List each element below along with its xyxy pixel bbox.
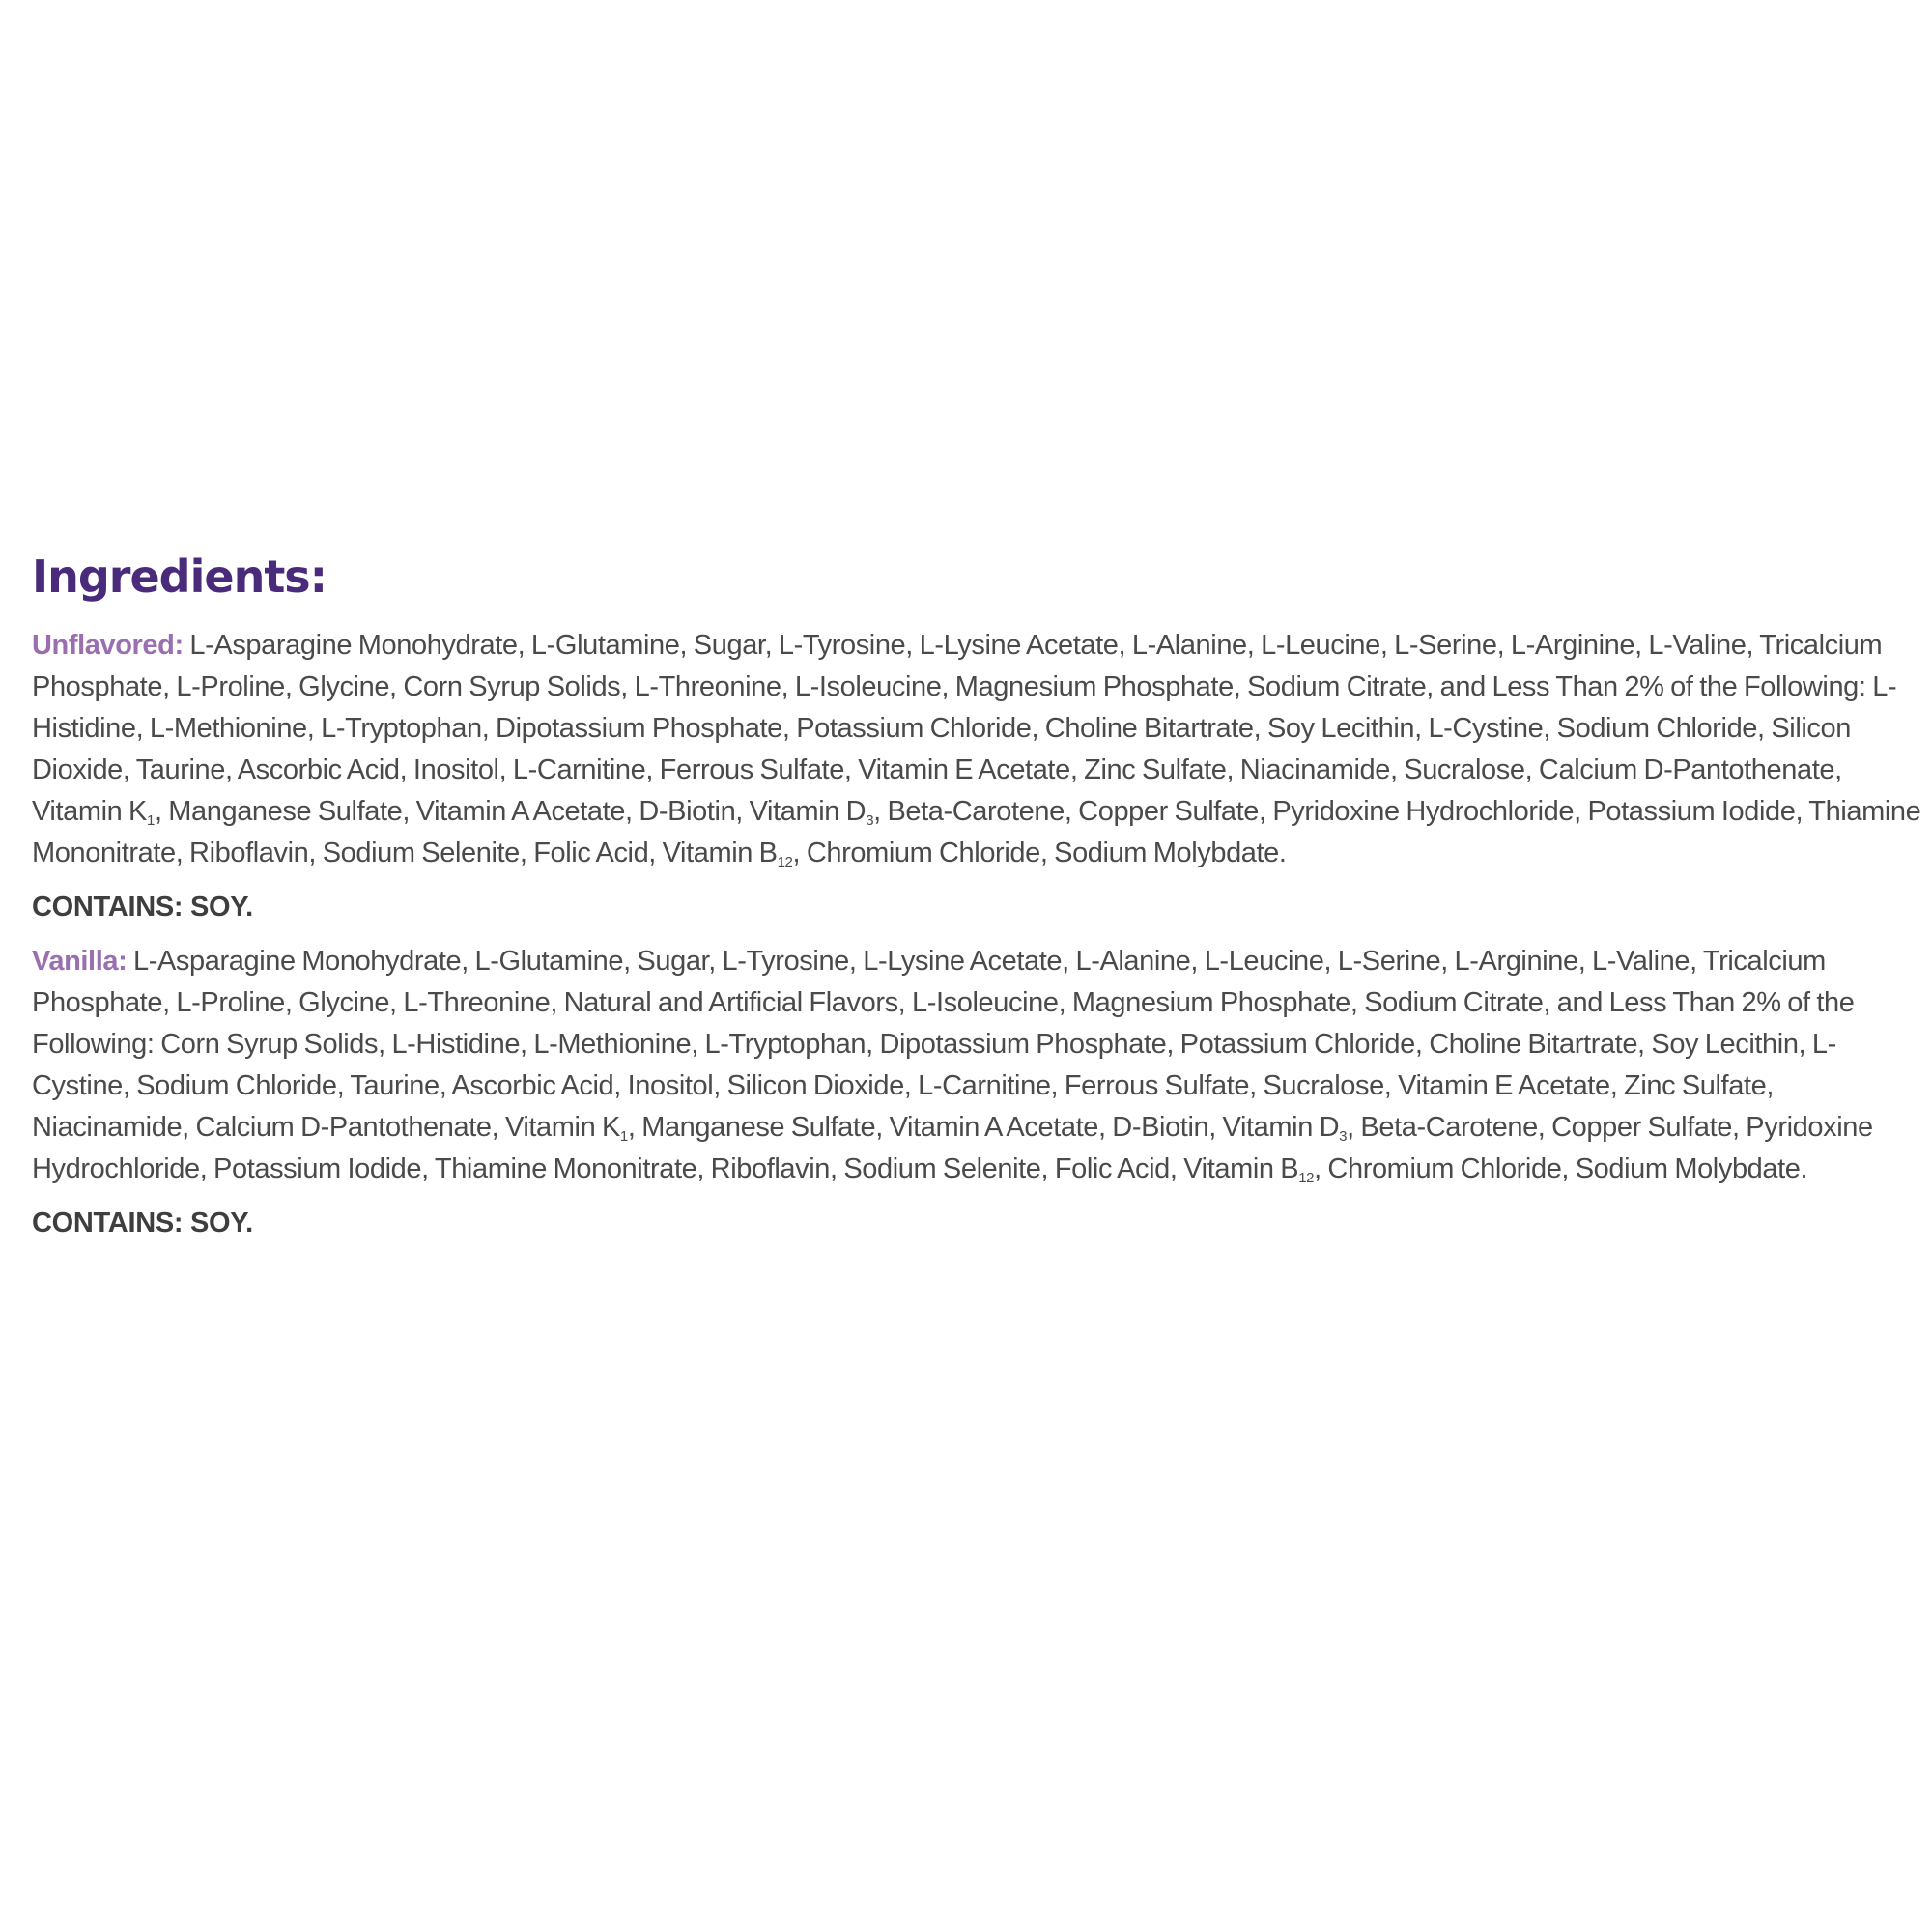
ingredient-text: L-Asparagine Monohydrate, L-Glutamine, Sugar, L-Tyrosine, L-Lysine Acetate, L-Alanine, L-Leucine, L-Serine, L-Arginine, L-Valine, Tricalcium Phosphate, L-Proline, Glycine, L-Threonine, Natural and Artificial Flavors, L-Isoleucine, Magnesium Phosphate, Sodium Citrate, and Less Than 2% of the Following: Corn Syrup Solids, L-Histidine, L-Methionine, L-Tryptophan, Dipotassium Phosphate, Potassium Chloride, Choline Bitartrate, Soy Lecithin, L-Cystine, Sodium Chloride, Taurine, Ascorbic Acid, Inositol, Silicon Dioxide, L-Carnitine, Ferrous Sulfate, Sucralose, Vitamin E Acetate, Zinc Sulfate, Niacinamide, Calcium D-Pantothenate, Vitamin K (32, 946, 1855, 1144)
flavor-label-vanilla: Vanilla: (32, 946, 128, 978)
ingredients-title: Ingredients: (32, 551, 327, 603)
allergen-statement-unflavored: CONTAINS: SOY. (32, 892, 253, 923)
flavor-label-unflavored: Unflavored: (32, 630, 184, 662)
ingredients-panel (32, 551, 1925, 1257)
ingredient-text: , Chromium Chloride, Sodium Molybdate. (792, 838, 1287, 869)
ingredient-text: , Manganese Sulfate, Vitamin A Acetate, D-Biotin, Vitamin D (627, 1112, 1340, 1144)
ingredient-text: , Beta-Carotene, Copper Sulfate, Pyridoxine Hydrochloride, Potassium Iodide, Thiamine Mononitrate, Riboflavin, Sodium Selenite, Folic Acid, Vitamin B (32, 1112, 1873, 1185)
subscript: 1 (146, 812, 155, 830)
subscript: 1 (619, 1128, 628, 1146)
allergen-statement-vanilla: CONTAINS: SOY. (32, 1208, 253, 1239)
subscript: 3 (1339, 1128, 1348, 1146)
subscript: 3 (866, 812, 874, 830)
ingredient-text: , Chromium Chloride, Sodium Molybdate. (1314, 1153, 1808, 1185)
subscript: 12 (1298, 1170, 1315, 1187)
unflavored-ingredients (32, 625, 1925, 874)
vanilla-ingredients (32, 941, 1925, 1190)
ingredient-text: L-Asparagine Monohydrate, L-Glutamine, Sugar, L-Tyrosine, L-Lysine Acetate, L-Alanine, L-Leucine, L-Serine, L-Arginine, L-Valine, Tricalcium Phosphate, L-Proline, Glycine, Corn Syrup Solids, L-Threonine, L-Isoleucine, Magnesium Phosphate, Sodium Citrate, and Less Than 2% of the Following: L-Histidine, L-Methionine, L-Tryptophan, Dipotassium Phosphate, Potassium Chloride, Choline Bitartrate, Soy Lecithin, L-Cystine, Sodium Chloride, Silicon Dioxide, Taurine, Ascorbic Acid, Inositol, L-Carnitine, Ferrous Sulfate, Vitamin E Acetate, Zinc Sulfate, Niacinamide, Sucralose, Calcium D-Pantothenate, Vitamin K (32, 630, 1897, 828)
ingredient-text: , Manganese Sulfate, Vitamin A Acetate, D-Biotin, Vitamin D (154, 796, 867, 828)
ingredient-text: , Beta-Carotene, Copper Sulfate, Pyridoxine Hydrochloride, Potassium Iodide, Thiamine Mononitrate, Riboflavin, Sodium Selenite, Folic Acid, Vitamin B (32, 796, 1921, 869)
subscript: 12 (777, 854, 793, 871)
